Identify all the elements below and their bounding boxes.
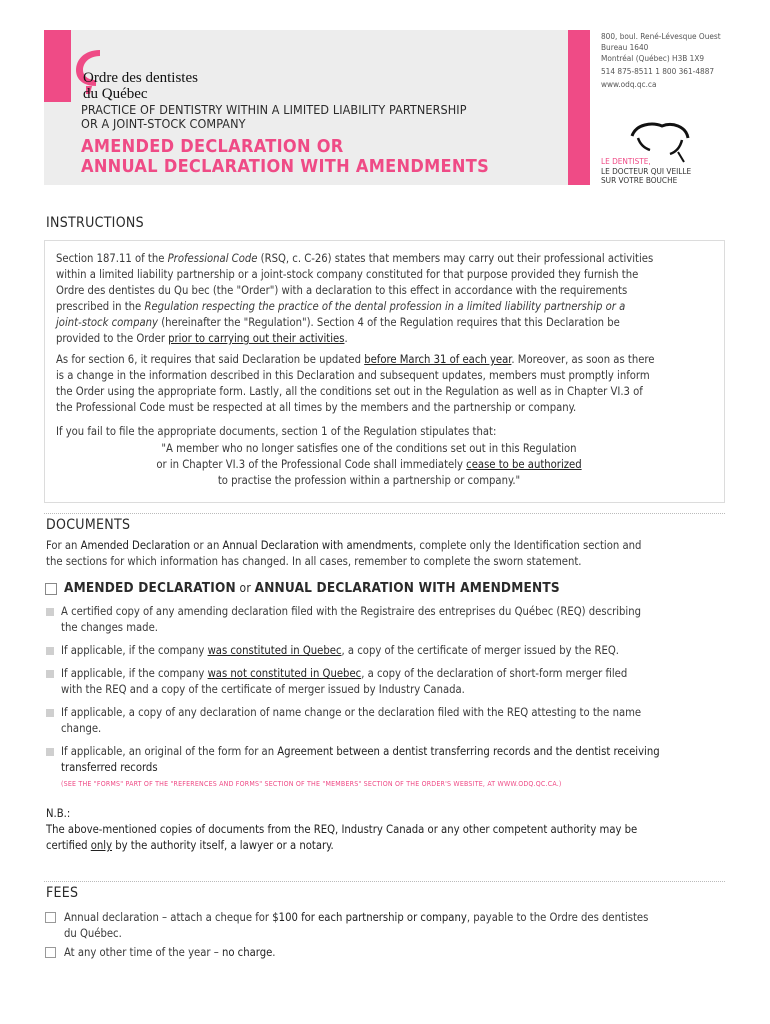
instructions-paragraph-1: Section 187.11 of the Professional Code (RSQ, c. C-26) states that members may carry out their professional activities within a limited liability partnership or a joint-stock company constituted for that purpose provided they furnish the Ordre des dentistes du Qu bec (the "Order") with a declaration to this effect in accordance with the requirements prescribed in the Regulation respecting the practice of the dental profession in a limited liability partnership or a joint-stock company (hereinafter the "Regulation"). Section 4 of the Regulation requires that this Declaration be provided to the Order prior to carrying out their activities. <box>56 252 654 345</box>
item-checkbox[interactable] <box>46 709 54 717</box>
org-address: 800, boul. René-Lévesque Ouest Bureau 1640 Montréal (Québec) H3B 1X9 514 875-8511 1 800 361-4887 www.odq.qc.ca <box>601 31 721 89</box>
amended-declaration-checkbox[interactable] <box>45 583 57 595</box>
instructions-paragraph-2: As for section 6, it requires that said Declaration be updated before March 31 of each year. Moreover, as soon as there is a change in the information described in this Declaration and subsequent updates, members must promptly inform the Order using the appropriate form. Lastly, all the conditions set out in the Regulation as well as in Chapter VI.3 of the Professional Code must be respected at all times by the members and the partnership or company. <box>56 353 655 414</box>
item-checkbox[interactable] <box>46 647 54 655</box>
org-name: Ordre des dentistes du Québec <box>83 70 198 102</box>
document-item-3: If applicable, if the company was not constituted in Quebec, a copy of the declaration of short-form merger filed with the REQ and a copy of the certificate of merger issued by Industry Canada. <box>61 667 628 696</box>
document-item-2: If applicable, if the company was constituted in Quebec, a copy of the certificate of merger issued by the REQ. <box>61 644 619 657</box>
org-phone: 514 875-8511 1 800 361-4887 <box>601 66 715 76</box>
document-item-4: If applicable, a copy of any declaration of name change or the declaration filed with the REQ attesting to the name change. <box>61 706 642 735</box>
item-checkbox[interactable] <box>46 670 54 678</box>
document-item-1: A certified copy of any amending declaration filed with the Registraire des entreprises du Québec (REQ) describing the changes made. <box>61 605 642 634</box>
annual-fee-checkbox[interactable] <box>45 912 56 923</box>
fees-heading: FEES <box>46 885 79 901</box>
slogan: LE DENTISTE, LE DOCTEUR QUI VEILLE SUR VOTRE BOUCHE <box>601 156 692 185</box>
item-checkbox[interactable] <box>46 608 54 616</box>
item-checkbox[interactable] <box>46 748 54 756</box>
other-time-fee-checkbox[interactable] <box>45 947 56 958</box>
instructions-paragraph-3: If you fail to file the appropriate documents, section 1 of the Regulation stipulates that: <box>56 425 497 438</box>
header-pink-bar-left <box>44 30 71 102</box>
practice-subtitle: PRACTICE OF DENTISTRY WITHIN A LIMITED LIABILITY PARTNERSHIP OR A JOINT-STOCK COMPANY <box>81 102 467 131</box>
section-divider <box>44 513 725 514</box>
regulation-quote: "A member who no longer satisfies one of the conditions set out in this Regulation or in Chapter VI.3 of the Professional Code shall immediately cease to be authorized to practise the profession within a partnership or company." <box>156 442 582 487</box>
org-website: www.odq.qc.ca <box>601 79 657 89</box>
header-pink-bar-right <box>568 30 590 185</box>
instructions-heading: INSTRUCTIONS <box>46 215 144 231</box>
fee-item-other: At any other time of the year – no charge. <box>64 946 276 959</box>
fee-item-annual: Annual declaration – attach a cheque for $100 for each partnership or company, payable to the Ordre des dentistes du Québec. <box>64 911 649 940</box>
document-item-5: If applicable, an original of the form for an Agreement between a dentist transferring records and the dentist receiving transferred records <box>61 745 660 774</box>
section-divider <box>44 881 725 882</box>
nb-note: N.B.: The above-mentioned copies of documents from the REQ, Industry Canada or any other competent authority may be certified only by the authority itself, a lawyer or a notary. <box>46 807 638 852</box>
documents-heading: DOCUMENTS <box>46 517 131 533</box>
amended-declaration-subheading: AMENDED DECLARATION or ANNUAL DECLARATION WITH AMENDMENTS <box>64 580 560 596</box>
page-title: AMENDED DECLARATION OR ANNUAL DECLARATION WITH AMENDMENTS <box>81 136 490 177</box>
documents-intro: For an Amended Declaration or an Annual Declaration with amendments, complete only the Identification section and the sections for which information has changed. In all cases, remember to complete the sworn statement. <box>46 539 642 568</box>
website-reference-note: (SEE THE "FORMS" PART OF THE "REFERENCES AND FORMS" SECTION OF THE "MEMBERS" SECTION OF THE ORDER'S WEBSITE, AT WWW.ODQ.QC.CA.) <box>61 780 562 788</box>
